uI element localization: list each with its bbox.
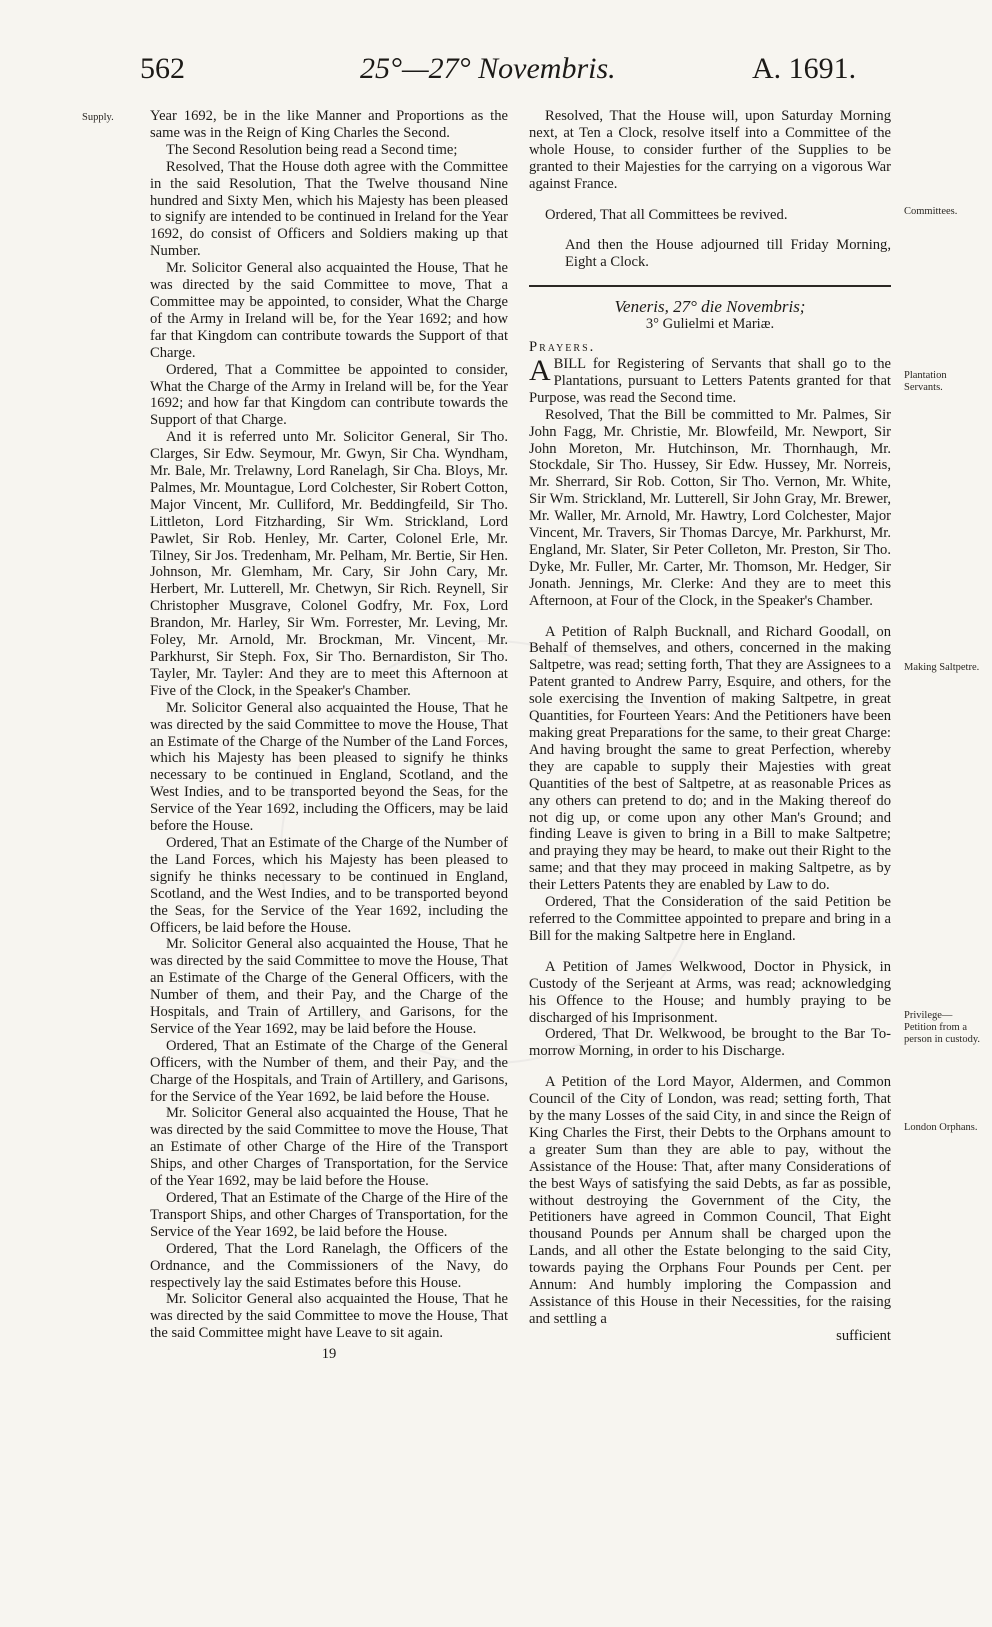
margin-note-saltpetre: Making Saltpetre. bbox=[904, 662, 980, 673]
paragraph: Mr. Solicitor General also acquainted the House, That he was directed by the said Committee to move the House, That the said Committee might have Leave to sit again. bbox=[150, 1291, 508, 1342]
paragraph: And it is referred unto Mr. Solicitor General, Sir Tho. Clarges, Sir Edw. Seymour, Mr. Gwyn, Sir Cha. Wyndham, Mr. Bale, Mr. Trelawny, Lord Ranelagh, Sir Cha. Bloys, Mr. Palmes, Mr. Mountague, Lord Colchester, Sir Robert Cotton, Major Vincent, Mr. Culliford, Mr. Beddingfeild, Sir Tho. Littleton, Lord Fitzharding, Sir Wm. Strickland, Lord Pawlet, Sir Rob. Henley, Mr. Carter, Colonel Erle, Mr. Tilney, Sir Jos. Tredenham, Mr. Pelham, Mr. Bertie, Sir Hen. Johnson, Mr. Glemham, Mr. Cary, Sir John Cary, Mr. Herbert, Mr. Lutterell, Mr. Chetwyn, Sir Rich. Reynell, Sir Christopher Musgrave, Colonel Godfry, Mr. Fox, Lord Brandon, Mr. Harley, Sir Wm. Forrester, Mr. Leving, Mr. Foley, Mr. Arnold, Mr. Brockman, Mr. Vincent, Mr. Parkhurst, Sir Steph. Fox, Sir Tho. Bernardiston, Sir Tho. Tayler, Mr. Tayler: And they are to meet this Afternoon at Five of the Clock, in the Speaker's Chamber. bbox=[150, 429, 508, 699]
section-rule bbox=[529, 285, 891, 287]
adjournment: And then the House adjourned till Friday Morning, Eight a Clock. bbox=[565, 237, 891, 271]
page-number: 562 bbox=[140, 52, 185, 85]
paragraph: Ordered, That an Estimate of the Charge of the Hire of the Transport Ships, and other Charges of Transportation, for the Service of the Year 1692, be laid before the House. bbox=[150, 1190, 508, 1240]
signature-mark: 19 bbox=[321, 1346, 337, 1363]
year-heading: A. 1691. bbox=[752, 52, 857, 85]
right-column bbox=[529, 108, 891, 1345]
reign-line: 3° Gulielmi et Mariæ. bbox=[645, 316, 775, 333]
paragraph: Ordered, That the Lord Ranelagh, the Officers of the Ordnance, and the Commissioners of the Navy, do respectively lay the said Estimates before this House. bbox=[150, 1240, 508, 1291]
paragraph: Ordered, That a Committee be appointed to consider, What the Charge of the Army in Ireland will be, for the Year 1692; and how far that Kingdom can contribute towards the Support of that Charge. bbox=[150, 361, 508, 429]
prayers-heading: Prayers. bbox=[529, 339, 596, 356]
paragraph: Mr. Solicitor General also acquainted the House, That he was directed by the said Committee to move the House, That an Estimate of the Charge of the Number of the Land Forces, which his Majesty has been pleased to signify he thinks necessary to be continued in England, Scotland, and the West Indies, and to be transported beyond the Seas, for the Service of the Year 1692, including the Officers, may be laid before the House. bbox=[150, 699, 508, 835]
paragraph-text: BILL for Registering of Servants that shall go to the Plantations, pursuant to Letters Patents granted for that Purpose, was read the Second time. bbox=[529, 355, 891, 406]
paragraph: Mr. Solicitor General also acquainted the House, That he was directed by the said Committee to move the House, That an Estimate of other Charge of the Hire of the Transport Ships, and other Charges of Transportation, for the Service of the Year 1692, may be laid before the House. bbox=[150, 1105, 508, 1190]
paragraph: Ordered, That an Estimate of the Charge of the General Officers, with the Number of them, and their Pay, and the Charge of the Hospitals, and Train of Artillery, and Garisons, for the Service of the Year 1692, be laid before the House. bbox=[150, 1037, 508, 1105]
left-column bbox=[150, 108, 508, 1363]
paragraph: Ordered, That Dr. Welkwood, be brought to the Bar To-morrow Morning, in order to his Discharge. bbox=[529, 1026, 891, 1060]
paragraph: Ordered, That all Committees be revived. bbox=[545, 206, 788, 223]
margin-note-committees: Committees. bbox=[904, 206, 958, 217]
paragraph bbox=[529, 353, 891, 407]
paragraph: Mr. Solicitor General also acquainted the House, That he was directed by the said Committee to move, That a Committee may be appointed, to consider, What the Charge of the Army in Ireland will be, for the Year 1692; and how far that Kingdom can contribute towards the Support of that Charge. bbox=[150, 260, 508, 361]
paragraph: The Second Resolution being read a Second time; bbox=[166, 141, 458, 158]
paragraph: Ordered, That an Estimate of the Charge of the Number of the Land Forces, which his Majesty has been pleased to signify he thinks necessary to be continued in England, Scotland, and the West Indies, and to be transported beyond the Seas, for the Service of the Year 1692, including the Officers, be laid before the House. bbox=[150, 834, 508, 936]
running-title: 25°—27° Novembris. bbox=[360, 52, 616, 85]
drop-cap: A bbox=[529, 353, 551, 387]
paragraph: A Petition of Ralph Bucknall, and Richard Goodall, on Behalf of themselves, and others, concerned in the making Saltpetre, was read; setting forth, That they are Assignees to a Patent granted to Andrew Parry, Esquire, and others, for the sole exercising the Invention of making Saltpetre, in great Quantities, for Fourteen Years: And the Petitioners have been making great Preparations for the same, to their great Charge: And having brought the same to great Perfection, whereby they are capable to supply their Majesties with great Quantities of the best of Saltpetre, at as reasonable Prices as any others can pretend to do; and in the Making thereof do not dig up, or come upon any other Man's Ground; and finding Leave is given to bring in a Bill to make Saltpetre; and praying they may be heard, to make out their Right to the same; and that they may proceed in making Saltpetre, as by their Letters Patents they are enabled by Law to do. bbox=[529, 623, 891, 894]
margin-note-privilege: Privilege—Petition from a person in custody. bbox=[904, 1010, 981, 1045]
paragraph: Resolved, That the House doth agree with the Committee in the said Resolution, That the Twelve thousand Nine hundred and Sixty Men, which his Majesty has been pleased to signify are intended to be continued in Ireland for the Year 1692, do consist of Officers and Soldiers making up that Number. bbox=[150, 158, 508, 260]
margin-note-supply: Supply. bbox=[82, 112, 114, 123]
paragraph: Mr. Solicitor General also acquainted the House, That he was directed by the said Committee to move the House, That an Estimate of the Charge of the General Officers, with the Number of them, and their Pay, and the Charge of the Hospitals, and Train of Artillery, and Garisons, for the Service of the Year 1692, may be laid before the House. bbox=[150, 936, 508, 1037]
paragraph: Year 1692, be in the like Manner and Proportions as the same was in the Reign of King Charles the Second. bbox=[150, 108, 508, 141]
margin-note-london: London Orphans. bbox=[904, 1122, 978, 1133]
paragraph: A Petition of the Lord Mayor, Aldermen, and Common Council of the City of London, was read; setting forth, That by the many Losses of the said City, in and since the Reign of King Charles the First, their Debts to the Orphans amount to a greater Sum than they are able to pay, without the Assistance of the House: That, after many Considerations of the best Ways of satisfying the said Debts, as far as possible, without destroying the Government of the City, the Petitioners have agreed in Common Council, That Eight thousand Pounds per Annum shall be charged upon the Lands, and all other the Estate belonging to the said City, towards paying the Orphans Four Pounds per Cent. per Annum: And humbly imploring the Compassion and Assistance of this House in their Necessities, for the raising and settling a bbox=[529, 1074, 891, 1327]
paragraph: Resolved, That the Bill be committed to Mr. Palmes, Sir John Fagg, Mr. Christie, Mr. Blowfeild, Mr. Newport, Sir John Moreton, Mr. Hutchinson, Mr. Thornhaugh, Mr. Stockdale, Sir Tho. Hussey, Sir Edw. Hussey, Mr. Norreis, Mr. Sherrard, Sir Rob. Cotton, Sir Tho. Vernon, Mr. White, Sir Wm. Strickland, Mr. Lutterell, Sir John Gray, Mr. Brewer, Mr. Waller, Mr. Arnold, Mr. Hawtry, Lord Colchester, Major Vincent, Mr. Travers, Sir Thomas Darcye, Mr. Parkhurst, Mr. England, Mr. Slater, Sir Peter Colleton, Mr. Preston, Sir Tho. Dyke, Mr. Fuller, Mr. Carter, Mr. Thomson, Mr. Hedger, Sir Jonath. Jennings, Mr. Clerke: And they are to meet this Afternoon, at Four of the Clock, in the Speaker's Chamber. bbox=[529, 406, 891, 609]
paragraph: Ordered, That the Consideration of the said Petition be referred to the Committee appointed to prepare and bring in a Bill for the making Saltpetre here in England. bbox=[529, 894, 891, 944]
paragraph: A Petition of James Welkwood, Doctor in Physick, in Custody of the Serjeant at Arms, was read; acknowledging his Offence to the House; and humbly praying to be discharged of his Imprisonment. bbox=[529, 958, 891, 1026]
day-heading: Veneris, 27° die Novembris; bbox=[614, 297, 806, 317]
catchword: sufficient bbox=[836, 1327, 891, 1344]
margin-note-plantation: Plantation Servants. bbox=[904, 370, 947, 393]
paragraph: Resolved, That the House will, upon Saturday Morning next, at Ten a Clock, resolve itself into a Committee of the whole House, to consider further of the Supplies to be granted to their Majesties for the carrying on a vigorous War against France. bbox=[529, 108, 891, 192]
page-header bbox=[0, 52, 992, 102]
